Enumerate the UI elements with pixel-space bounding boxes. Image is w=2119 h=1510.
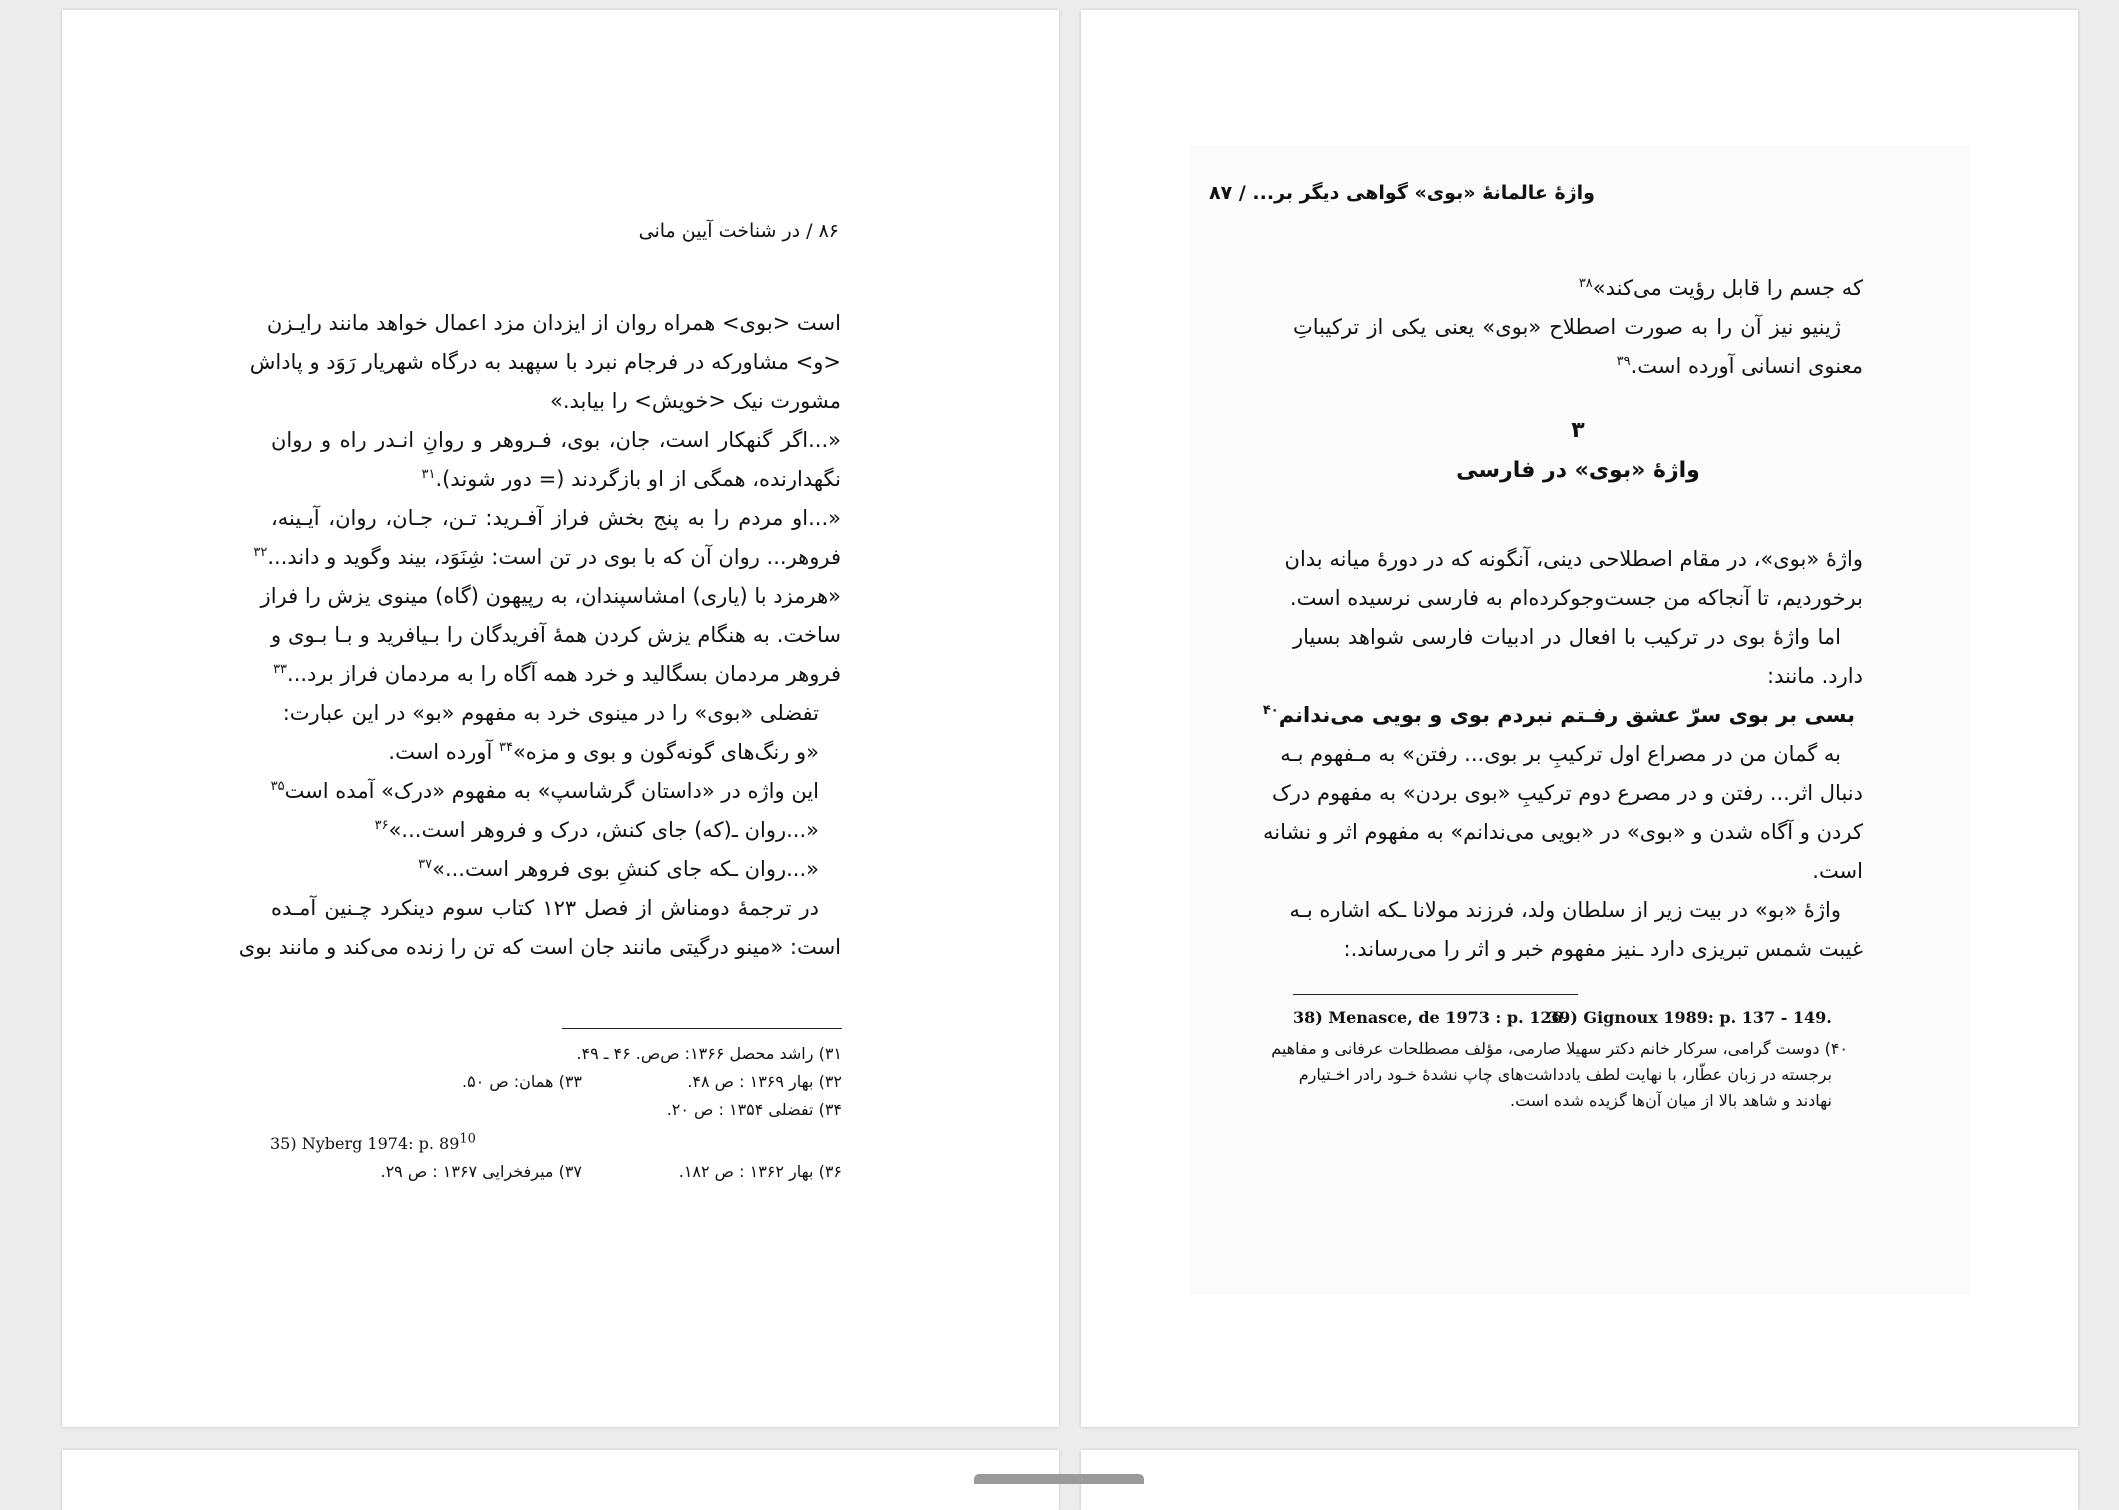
footnote-ref-40: ۴۰ xyxy=(1262,703,1279,718)
body-text-right-top xyxy=(1293,269,1863,386)
footnote-38: 38) Menasce, de 1973 : p. 126. xyxy=(1293,1008,1569,1027)
text-span: «...روان ـ(که) جای کنش، درک و فروهر است...» xyxy=(388,818,819,842)
footnote-row xyxy=(270,1158,842,1186)
text-line: دارد. مانند: xyxy=(1767,664,1863,688)
text-line xyxy=(271,460,841,499)
footnote-ref-38: ۳۸ xyxy=(1578,276,1593,291)
footnotes-right xyxy=(1271,1004,1868,1114)
page-87 xyxy=(1081,10,2078,1427)
footnote-37: ۳۷) میرفخرایی ۱۳۶۷ : ص ۲۹. xyxy=(380,1162,582,1181)
text-line: است. xyxy=(1812,859,1863,883)
text-line: واژهٔ «بو» در بیت زیر از سلطان ولد، فرزند مولانا ـکه اشاره بـه xyxy=(1289,898,1841,922)
footnote-ref-32: ۳۲ xyxy=(253,545,268,560)
text-span: «و رنگ‌های گونه‌گون و بوی و مزه» xyxy=(512,740,819,764)
page-88-preview xyxy=(62,1450,1059,1510)
text-span: معنوی انسانی آورده است. xyxy=(1630,354,1863,378)
text-line xyxy=(1293,269,1863,308)
text-line: «...اگر گنهکار است، جان، بوی، فـروهر و روانِ انـدر راه و روان xyxy=(271,428,841,452)
text-line xyxy=(271,811,841,850)
footnote-39: 39) Gignoux 1989: p. 137 - 149. xyxy=(1548,1008,1832,1027)
footnote-row xyxy=(270,1040,842,1068)
text-line xyxy=(271,772,841,811)
text-line xyxy=(271,655,841,694)
text-line: <و> مشاورکه در فرجام نبرد با سپهبد به درگاه شهریار رَوَد و پاداش xyxy=(249,350,841,374)
footnote-34: ۳۴) تفضلی ۱۳۵۴ : ص ۲۰. xyxy=(666,1100,842,1119)
text-line: به گمان من در مصراع اول ترکیبِ بر بوی... رفتن» به مـفهوم بـه xyxy=(1280,742,1841,766)
footnotes-left xyxy=(270,1040,842,1186)
footnote-40 xyxy=(1271,1036,1848,1114)
footnote-40-line: برجسته در زبان عطّار، با نهایت لطف یادداشت‌های چاپ نشدهٔ خـود رادر اخـتیارم xyxy=(1298,1065,1832,1084)
text-line: ساخت. به هنگام یزش کردن همهٔ آفریدگان را بـیافرید و بـا بـوی و xyxy=(271,623,841,647)
footnote-row xyxy=(270,1130,842,1158)
text-line xyxy=(271,850,841,889)
footnote-ref-35: ۳۵ xyxy=(270,779,285,794)
text-span: نگهدارنده، همگی از او بازگردند (= دور شوند). xyxy=(435,467,841,491)
verse-line xyxy=(1262,696,1863,735)
text-line xyxy=(1293,347,1863,386)
footnote-rule xyxy=(562,1028,842,1029)
footnote-40-line: نهادند و شاهد بالا از میان آن‌ها گزیده شده است. xyxy=(1510,1091,1832,1110)
footnote-ref-33: ۳۳ xyxy=(273,662,288,677)
footnote-ref-39: ۳۹ xyxy=(1616,354,1631,369)
footnote-36: ۳۶) بهار ۱۳۶۲ : ص ۱۸۲. xyxy=(678,1162,842,1181)
footnote-ref-36: ۳۶ xyxy=(374,818,389,833)
text-line: ژینیو نیز آن را به صورت اصطلاح «بوی» یعنی یکی از ترکیباتِ xyxy=(1293,315,1841,339)
text-line: دنبال اثر... رفتن و در مصرع دوم ترکیبِ «بوی بردن» به مفهوم درک xyxy=(1271,781,1863,805)
footnote-32: ۳۲) بهار ۱۳۶۹ : ص ۴۸. xyxy=(687,1072,842,1091)
footnote-35 xyxy=(270,1130,476,1158)
footnote-35-sup: 10 xyxy=(459,1131,476,1147)
footnote-31: ۳۱) راشد محصل ۱۳۶۶: ص‌ص. ۴۶ ـ ۴۹. xyxy=(576,1044,842,1063)
text-span: این واژه در «داستان گرشاسپ» به مفهوم «درک» آمده است xyxy=(284,779,819,803)
text-line xyxy=(271,733,841,772)
text-line: «هرمزد با (یاری) امشاسپندان، به رپیهون (گاه) مینوی یزش را فراز xyxy=(260,584,841,608)
footnote-35-text: 35) Nyberg 1974: p. 89 xyxy=(270,1134,460,1153)
text-line: اما واژهٔ بوی در ترکیب با افعال در ادبیات فارسی شواهد بسیار xyxy=(1293,625,1841,649)
running-head-right: واژهٔ عالمانهٔ «بوی» گواهی دیگر بر... / ۸۷ xyxy=(1209,182,1595,204)
section-title: واژهٔ «بوی» در فارسی xyxy=(1456,458,1700,483)
body-text-left xyxy=(238,304,841,967)
running-head-left: ۸۶ / در شناخت آیین مانی xyxy=(638,220,839,242)
text-line: واژهٔ «بوی»، در مقام اصطلاحی دینی، آنگونه که در دورهٔ میانه بدان xyxy=(1284,547,1863,571)
text-line: است: «مینو درگیتی مانند جان است که تن را زنده می‌کند و مانند بوی xyxy=(238,935,841,959)
text-line: غیبت شمس تبریزی دارد ـنیز مفهوم خبر و اثر را می‌رساند.: xyxy=(1343,937,1863,961)
footnote-33: ۳۳) همان: ص ۵۰. xyxy=(461,1072,582,1091)
footnote-rule xyxy=(1293,994,1578,995)
text-span: فروهر... روان آن که با بوی در تن است: شِنَوَد، بیند وگوید و داند... xyxy=(267,545,841,569)
text-span: آورده است. xyxy=(388,740,499,764)
text-line: برخوردیم، تا آنجاکه من جست‌وجوکرده‌ام به فارسی نرسیده است. xyxy=(1289,586,1863,610)
text-line: است <بوی> همراه روان از ایزدان مزد اعمال خواهد مانند رایـزن xyxy=(266,311,841,335)
text-line: مشورت نیک <خویش> را بیابد.» xyxy=(549,389,841,413)
page-86 xyxy=(62,10,1059,1427)
text-span: «...روان ـکه جای کنشِ بوی فروهر است...» xyxy=(432,857,819,881)
footnote-row xyxy=(270,1068,842,1096)
text-span: که جسم را قابل رؤیت می‌کند» xyxy=(1592,276,1863,300)
text-line: کردن و آگاه شدن و «بوی» در «بویی می‌ندانم» به مفهوم اثر و نشانه xyxy=(1262,820,1863,844)
section-number: ۳ xyxy=(1571,418,1585,443)
footnote-row xyxy=(1293,1004,1868,1032)
footnote-row xyxy=(270,1096,842,1124)
footnote-ref-34: ۳۴ xyxy=(498,740,513,755)
text-line: «...او مردم را به پنج بخش فراز آفـرید: تـن، جـان، روان، آیـینه، xyxy=(271,506,841,530)
footnote-ref-37: ۳۷ xyxy=(418,857,433,872)
scrollbar-thumb[interactable] xyxy=(974,1474,1144,1484)
page-89-preview xyxy=(1081,1450,2078,1510)
verse-text: بسی بر بوی سرّ عشق رفـتم نبردم بوی و بویی می‌ندانم xyxy=(1278,703,1855,727)
text-span: فروهر مردمان بسگالید و خرد همه آگاه را به مردمان فراز برد... xyxy=(287,662,841,686)
text-line xyxy=(253,538,841,577)
text-line: تفضلی «بوی» را در مینوی خرد به مفهوم «بو» در این عبارت: xyxy=(282,701,819,725)
body-text-right-main xyxy=(1262,540,1863,969)
footnote-40-line: ۴۰) دوست گرامی، سرکار خانم دکتر سهیلا صارمی، مؤلف مصطلحات عرفانی و مفاهیم xyxy=(1271,1039,1848,1058)
footnote-ref-31: ۳۱ xyxy=(421,467,436,482)
text-line: در ترجمهٔ دومناش از فصل ۱۲۳ کتاب سوم دینکرد چـنین آمـده xyxy=(271,896,819,920)
